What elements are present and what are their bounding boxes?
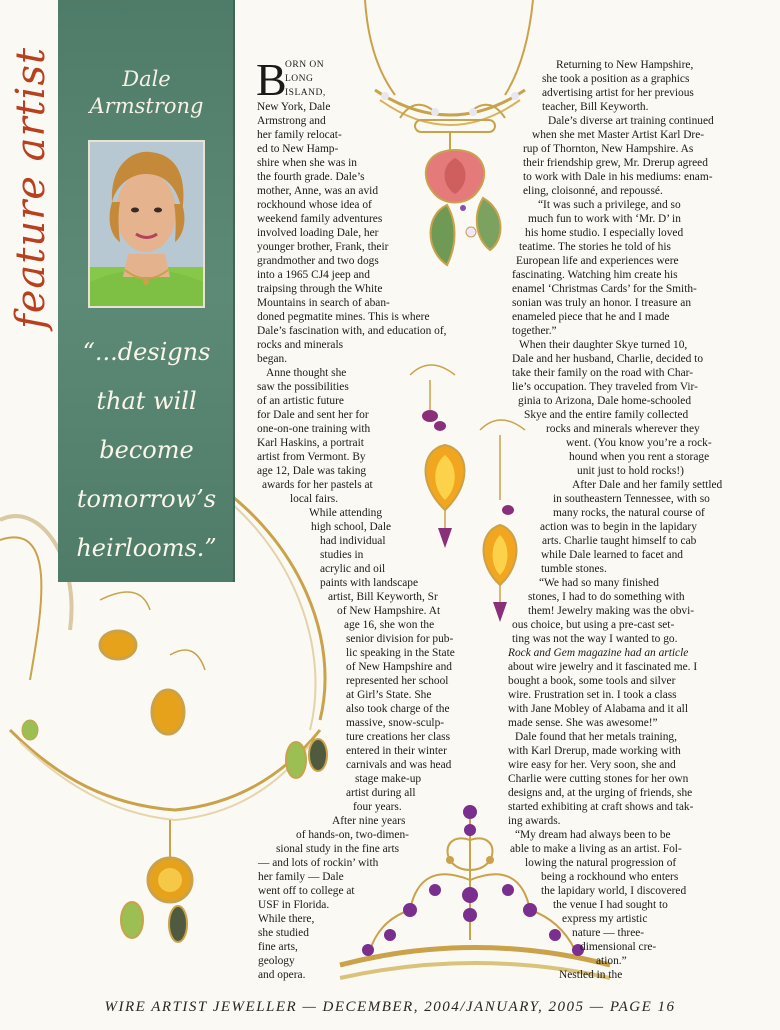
text-line: her family — Dale: [258, 871, 344, 883]
text-line: While attending: [309, 507, 383, 519]
text-line: express my artistic: [562, 913, 648, 925]
section-label-text: feature artist: [8, 46, 54, 329]
text-line: one-on-one training with: [257, 423, 371, 435]
text-line: the venue I had sought to: [553, 899, 668, 911]
text-line: when she met Master Artist Karl Dre-: [532, 129, 705, 141]
text-line: had individual: [320, 535, 386, 547]
text-line: arts. Charlie taught himself to cab: [542, 535, 697, 547]
text-line: rocks and minerals: [257, 339, 344, 351]
text-line: rockhound whose idea of: [257, 199, 372, 211]
text-line: fine arts,: [258, 941, 298, 953]
text-line: Nestled in the: [559, 969, 623, 981]
text-line: After nine years: [332, 815, 406, 827]
text-line: lowing the natural progression of: [525, 857, 677, 869]
text-line: able to make a living as an artist. Fol-: [510, 843, 682, 855]
text-line: the lapidary world, I discovered: [541, 885, 687, 897]
text-line: while Dale learned to facet and: [541, 549, 683, 561]
text-line: unit just to hold rocks!): [577, 465, 684, 477]
text-line: When their daughter Skye turned 10,: [519, 339, 688, 351]
text-line: them! Jewelry making was the obvi-: [528, 605, 695, 617]
text-line: went off to college at: [258, 885, 355, 897]
text-line: teatime. The stories he told of his: [519, 241, 671, 253]
text-line: Mountains in search of aban-: [257, 297, 390, 309]
text-line: weekend family adventures: [257, 213, 383, 225]
text-line: went. (You know you’re a rock-: [566, 437, 712, 449]
text-line: sonian was truly an honor. I treasure an: [512, 297, 692, 309]
text-line: “We had so many finished: [539, 577, 659, 589]
text-line: rup of Thornton, New Hampshire. As: [523, 143, 694, 155]
text-line: into a 1965 CJ4 jeep and: [257, 269, 370, 281]
text-line: much fun to work with ‘Mr. D’ in: [528, 213, 681, 225]
text-line: action was to begin in the lapidary: [540, 521, 697, 533]
text-line: artist, Bill Keyworth, Sr: [328, 591, 438, 603]
page-footer: WIRE ARTIST JEWELLER — DECEMBER, 2004/JANUARY, 2005 — PAGE 16: [104, 999, 676, 1015]
text-line: ous choice, but using a pre-cast set-: [512, 619, 675, 631]
text-line: studies in: [320, 549, 364, 561]
text-line: New York, Dale: [257, 101, 331, 113]
text-line: nature — three-: [572, 927, 645, 939]
text-line: to work with Dale in his mediums: enam-: [523, 171, 713, 183]
text-line: age 16, she won the: [344, 619, 435, 631]
text-line: While there,: [258, 913, 315, 925]
text-line: at Girl’s State. She: [346, 689, 432, 701]
text-line: made sense. She was awesome!”: [508, 717, 658, 729]
text-line: younger brother, Frank, their: [257, 241, 389, 253]
text-line: massive, snow-sculp-: [346, 717, 445, 729]
text-line: with Jane Mobley of Alabama and it all: [508, 703, 688, 715]
text-line: of New Hampshire. At: [337, 605, 441, 617]
text-line: ed to New Hamp-: [257, 143, 339, 155]
text-line: senior division for pub-: [346, 633, 454, 645]
text-line: she studied: [258, 927, 309, 939]
text-line: artist during all: [346, 787, 416, 799]
text-line: Dale and her husband, Charlie, decided to: [512, 353, 704, 365]
text-line: ing awards.: [508, 815, 561, 827]
text-line: started exhibiting at craft shows and tak-: [508, 801, 694, 813]
text-line: teacher, Bill Keyworth.: [542, 101, 649, 113]
text-line: carnivals and was head: [346, 759, 452, 771]
text-line: ginia to Arizona, Dale home-schooled: [518, 395, 692, 407]
text-line: sional study in the fine arts: [276, 843, 400, 855]
text-line: also took charge of the: [346, 703, 450, 715]
text-line: USF in Florida.: [258, 899, 330, 911]
text-line: enameled piece that he and I made: [512, 311, 670, 323]
text-line: paints with landscape: [320, 577, 419, 589]
text-line: ture creations her class: [346, 731, 451, 743]
text-line: local fairs.: [290, 493, 339, 505]
text-line: wire. Frustration set in. I took a class: [508, 689, 677, 701]
text-line: Karl Haskins, a portrait: [257, 437, 364, 449]
text-line: with Karl Drerup, made working with: [508, 745, 681, 757]
text-line: of New Hampshire and: [346, 661, 452, 673]
text-line: saw the possibilities: [257, 381, 349, 393]
text-line: tumble stones.: [541, 563, 607, 575]
text-line: represented her school: [346, 675, 449, 687]
text-line: eling, cloisonné, and repoussé.: [523, 185, 663, 197]
text-line: traipsing through the White: [257, 283, 383, 295]
text-line: of an artistic future: [257, 395, 344, 407]
quote-line: that will: [96, 387, 197, 415]
text-line: Dale found that her metals training,: [515, 731, 677, 743]
text-line: designs and, at the urging of friends, she: [508, 787, 693, 799]
text-line: fascinating. Watching him create his: [512, 269, 678, 281]
text-line: doned pegmatite mines. This is where: [257, 311, 430, 323]
text-line: bought a book, some tools and silver: [508, 675, 676, 687]
text-line: stage make-up: [355, 773, 422, 785]
text-line: Returning to New Hampshire,: [556, 59, 694, 71]
text-line: about wire jewelry and it fascinated me. I: [508, 661, 698, 673]
text-line: of hands-on, two-dimen-: [296, 829, 409, 841]
text-line: enamel ‘Christmas Cards’ for the Smith-: [512, 283, 697, 295]
text-line: European life and experiences were: [516, 255, 679, 267]
text-line: mother, Anne, was an avid: [257, 185, 379, 197]
text-line: age 12, Dale was taking: [257, 465, 367, 477]
article-column-2: [0, 54, 778, 982]
text-line: grandmother and two dogs: [257, 255, 379, 267]
text-line: stones, I had to do something with: [528, 591, 685, 603]
text-line: Rock and Gem magazine had an article: [508, 647, 689, 659]
quote-line: tomorrow’s: [76, 485, 217, 513]
quote-line: heirlooms.”: [76, 534, 217, 562]
text-line: artist from Vermont. By: [257, 451, 366, 463]
text-line: the fourth grade. Dale’s: [257, 171, 365, 183]
text-line: their friendship grew, Mr. Drerup agreed: [523, 157, 708, 169]
text-line: entered in their winter: [346, 745, 447, 757]
text-line: awards for her pastels at: [262, 479, 373, 491]
artist-last-name: Armstrong: [89, 94, 204, 118]
text-line: being a rockhound who enters: [541, 871, 679, 883]
text-line: “It was such a privilege, and so: [538, 199, 681, 211]
text-line: and opera.: [258, 969, 306, 981]
text-line: many rocks, the natural course of: [553, 507, 705, 519]
text-line: high school, Dale: [311, 521, 392, 533]
text-line: ation.”: [596, 955, 627, 967]
text-line: — and lots of rockin’ with: [258, 857, 379, 869]
text-line: lic speaking in the State: [346, 647, 455, 659]
text-line: rocks and minerals wherever they: [546, 423, 700, 435]
text-line: began.: [257, 353, 288, 365]
text-line: involved loading Dale, her: [257, 227, 379, 239]
text-line: her family relocat-: [257, 129, 342, 141]
text-line: hound when you rent a storage: [569, 451, 710, 463]
text-line: take their family on the road with Char-: [512, 367, 694, 379]
text-line: shire when she was in: [257, 157, 357, 169]
text-line: ting was not the way I wanted to go.: [512, 633, 678, 645]
text-line: Anne thought she: [266, 367, 347, 379]
text-line: LONG: [285, 74, 314, 84]
artist-first-name: Dale: [122, 67, 171, 91]
text-line: Dale’s fascination with, and education of,: [257, 325, 447, 337]
text-line: together.”: [512, 325, 557, 337]
text-line: geology: [258, 955, 295, 967]
text-line: Skye and the entire family collected: [524, 409, 689, 421]
text-line: lie’s occupation. They traveled from Vir-: [512, 381, 698, 393]
text-line: for Dale and sent her for: [257, 409, 369, 421]
text-line: four years.: [353, 801, 402, 813]
text-line: in southeastern Tennessee, with so: [553, 493, 710, 505]
quote-line: become: [99, 436, 194, 464]
text-line: Charlie were cutting stones for her own: [508, 773, 689, 785]
text-line: Armstrong and: [257, 115, 326, 127]
drop-cap: B: [256, 54, 287, 105]
text-line: Dale’s diverse art training continued: [548, 115, 714, 127]
text-line: wire easy for her. Very soon, she and: [508, 759, 676, 771]
text-line: acrylic and oil: [320, 563, 386, 575]
text-line: ORN ON: [285, 60, 325, 70]
text-line: advertising artist for her previous: [542, 87, 694, 99]
quote-line: “...designs: [82, 338, 211, 366]
text-line: dimensional cre-: [580, 941, 657, 953]
text-line: ISLAND,: [285, 88, 326, 98]
text-line: After Dale and her family settled: [572, 479, 723, 491]
text-line: she took a position as a graphics: [542, 73, 690, 85]
text-line: “My dream had always been to be: [515, 829, 671, 841]
text-line: his home studio. I especially loved: [525, 227, 684, 239]
